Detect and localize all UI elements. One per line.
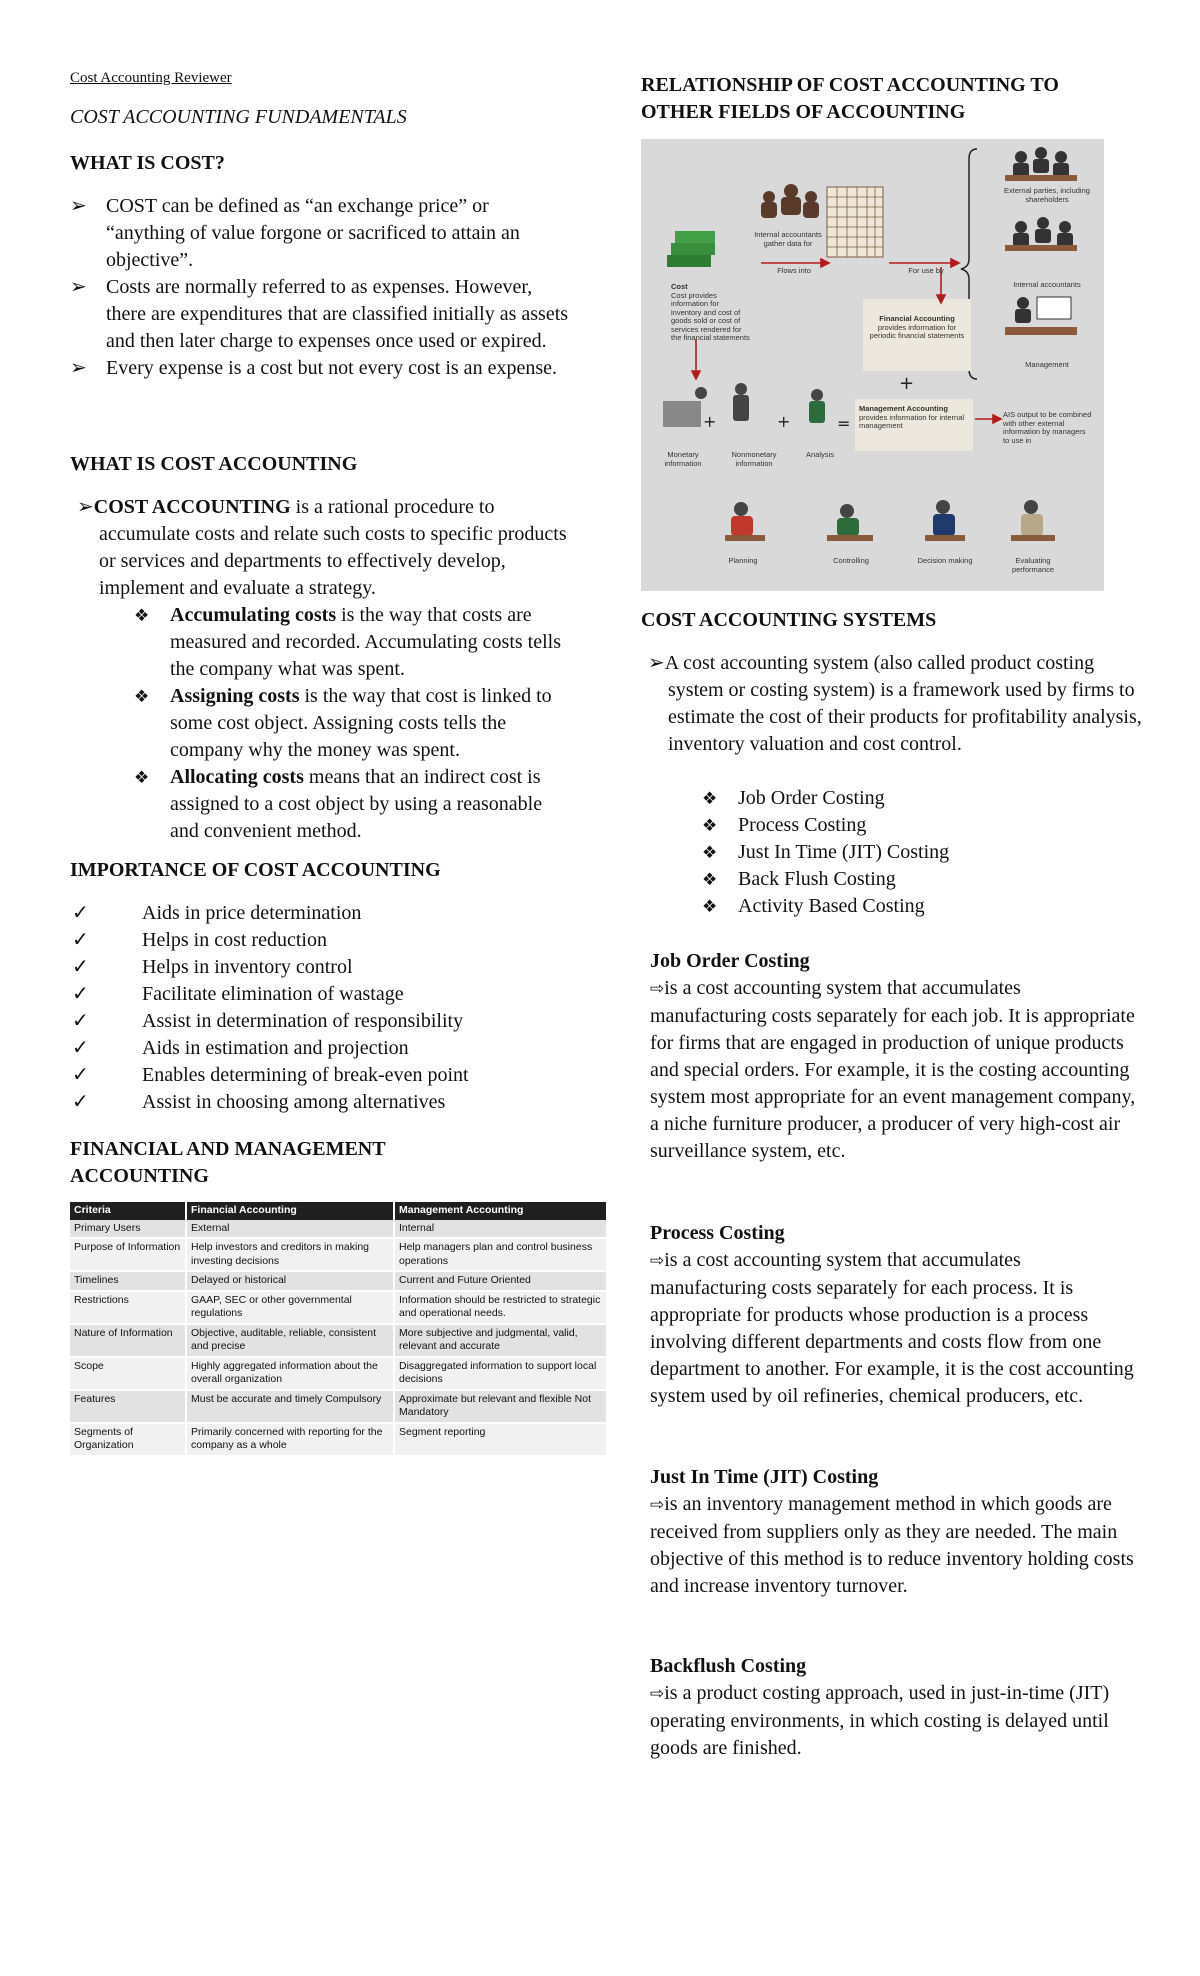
list-item: ❖ Back Flush Costing bbox=[702, 866, 1102, 893]
heading-cost-accounting-systems: COST ACCOUNTING SYSTEMS bbox=[641, 609, 937, 631]
list-item: ✓ Enables determining of break-even point bbox=[70, 1062, 469, 1089]
list-item: ✓ Assist in determination of responsibility bbox=[70, 1008, 469, 1035]
list-item: ➢ COST can be defined as “an exchange price” or “anything of value forgone or sacrificed to attain an objective”. bbox=[70, 195, 520, 271]
check-icon: ✓ bbox=[72, 1037, 89, 1059]
table-row: Timelines Delayed or historical Current and Future Oriented bbox=[70, 1271, 607, 1291]
list-item: ❖ Accumulating costs is the way that costs are measured and recorded. Accumulating costs tells the company what was spent. bbox=[134, 604, 561, 680]
caption-cost-note: Cost Cost provides information for inventory and cost of goods sold or cost of services rendered for the financial statements bbox=[671, 282, 750, 342]
check-icon: ✓ bbox=[72, 1010, 89, 1032]
importance-list bbox=[70, 900, 469, 1116]
check-icon: ✓ bbox=[72, 983, 89, 1005]
table-row: Primary Users External Internal bbox=[70, 1220, 607, 1239]
diamond-bullet-icon: ❖ bbox=[702, 816, 718, 835]
section-backflush-costing: Backflush Costing ⇨is a product costing approach, used in just-in-time (JIT) operating environments, in which costing is delayed until goods are finished. bbox=[650, 1655, 1110, 1759]
table-row: Scope Highly aggregated information about the overall organization Disaggregated information to support local decisions bbox=[70, 1357, 607, 1390]
hollow-arrow-icon: ⇨ bbox=[650, 1495, 665, 1515]
caption-controlling: Controlling bbox=[833, 556, 869, 565]
column-header: Management Accounting bbox=[394, 1202, 607, 1220]
table-row: Purpose of Information Help investors and creditors in making investing decisions Help managers plan and control business operations bbox=[70, 1238, 607, 1271]
cost-accounting-sublist bbox=[134, 602, 574, 845]
list-item: ❖ Activity Based Costing bbox=[702, 893, 1102, 920]
diamond-bullet-icon: ❖ bbox=[702, 870, 718, 889]
hollow-arrow-icon: ⇨ bbox=[650, 1684, 665, 1704]
diamond-bullet-icon: ❖ bbox=[702, 843, 718, 862]
check-icon: ✓ bbox=[72, 929, 89, 951]
check-icon: ✓ bbox=[72, 902, 89, 924]
caption-decision-making: Decision making bbox=[917, 556, 973, 565]
caption-evaluating: Evaluating performance bbox=[1011, 556, 1055, 574]
section-process-costing: Process Costing ⇨is a cost accounting system that accumulates manufacturing costs separately for each process. It is appropriate for products whose production is a process involving different departments and costs flow from one department to another. For example, it is the cost accounting system used by oil refineries, chemical producers, etc. bbox=[650, 1222, 1134, 1407]
list-item: ✓ Aids in estimation and projection bbox=[70, 1035, 469, 1062]
caption-external: External parties, including shareholders bbox=[1004, 186, 1090, 204]
caption-management-accounting: Management Accounting provides information for internal management bbox=[859, 404, 965, 430]
list-item: ➢ Costs are normally referred to as expenses. However, there are expenditures that are classified initially as assets and then later charge to expenses once used or expired. bbox=[70, 276, 569, 352]
svg-text:+: + bbox=[777, 412, 791, 431]
hollow-arrow-icon: ⇨ bbox=[650, 1251, 665, 1271]
check-icon: ✓ bbox=[72, 1064, 89, 1086]
column-header: Criteria bbox=[70, 1202, 186, 1220]
list-item: ✓ Assist in choosing among alternatives bbox=[70, 1089, 469, 1116]
list-item: ❖ Assigning costs is the way that cost is linked to some cost object. Assigning costs tells the company why the money was spent. bbox=[134, 685, 552, 761]
svg-text:+: + bbox=[703, 412, 717, 431]
heading-financial-management: FINANCIAL AND MANAGEMENT ACCOUNTING bbox=[70, 1138, 386, 1187]
list-item: ➢ Every expense is a cost but not every cost is an expense. bbox=[70, 355, 570, 382]
table-row: Nature of Information Objective, auditable, reliable, consistent and precise More subjective and judgmental, valid, relevant and accurate bbox=[70, 1324, 607, 1357]
list-item: ❖ Job Order Costing bbox=[702, 785, 1102, 812]
caption-management: Management bbox=[1025, 360, 1069, 369]
section-jit-costing: Just In Time (JIT) Costing ⇨is an inventory management method in which goods are received from suppliers only as they are needed. The main objective of this method is to reduce inventory holding costs and increase inventory turnover. bbox=[650, 1466, 1134, 1597]
section-job-order: Job Order Costing ⇨is a cost accounting system that accumulates manufacturing costs separately for each job. It is appropriate for firms that are engaged in production of unique products and special orders. For example, it is the costing accounting system most appropriate for an event management company, a niche furniture producer, a producer of very high-cost air surveillance system, etc. bbox=[650, 950, 1136, 1162]
caption-for-use-by: For use by bbox=[908, 266, 944, 275]
document-label: Cost Accounting Reviewer bbox=[70, 70, 232, 86]
svg-text:=: = bbox=[837, 414, 851, 433]
arrow-bullet-icon: ➢ bbox=[70, 357, 87, 379]
caption-ais-output: AIS output to be combined with other external information by managers to use in bbox=[1003, 410, 1092, 445]
list-item: ✓ Facilitate elimination of wastage bbox=[70, 981, 469, 1008]
heading-what-is-cost: WHAT IS COST? bbox=[70, 152, 225, 174]
arrow-bullet-icon: ➢ bbox=[648, 652, 665, 674]
table-row: Restrictions GAAP, SEC or other governmental regulations Information should be restricted to strategic and operational needs. bbox=[70, 1291, 607, 1324]
heading-relationship: RELATIONSHIP OF COST ACCOUNTING TO OTHER FIELDS OF ACCOUNTING bbox=[641, 74, 1059, 123]
table-row: Segments of Organization Primarily concerned with reporting for the company as a whole Segment reporting bbox=[70, 1423, 607, 1456]
diamond-bullet-icon: ❖ bbox=[702, 789, 718, 808]
caption-monetary: Monetary information bbox=[664, 450, 702, 468]
relationship-illustration bbox=[641, 139, 1104, 591]
cost-accounting-definition: ➢COST ACCOUNTING is a rational procedure to accumulate costs and relate such costs to specific products or services and departments to effectively develop, implement and evaluate a strategy. bbox=[77, 496, 567, 599]
table-row: Features Must be accurate and timely Compulsory Approximate but relevant and flexible Not Mandatory bbox=[70, 1390, 607, 1423]
list-item: ✓ Aids in price determination bbox=[70, 900, 469, 927]
list-item: ❖ Process Costing bbox=[702, 812, 1102, 839]
diamond-bullet-icon: ❖ bbox=[134, 687, 150, 706]
list-item: ❖ Allocating costs means that an indirect cost is assigned to a cost object by using a reasonable and convenient method. bbox=[134, 766, 543, 842]
diamond-bullet-icon: ❖ bbox=[134, 606, 150, 625]
list-item: ✓ Helps in inventory control bbox=[70, 954, 469, 981]
caption-financial-accounting: Financial Accounting provides information for periodic financial statements bbox=[869, 314, 965, 340]
heading-what-is-cost-accounting: WHAT IS COST ACCOUNTING bbox=[70, 453, 358, 475]
list-item: ❖ Just In Time (JIT) Costing bbox=[702, 839, 1102, 866]
systems-intro: ➢A cost accounting system (also called product costing system or costing system) is a framework used by firms to estimate the cost of their products for profitability analysis, inventory valuation and cost control. bbox=[648, 652, 1142, 755]
heading-importance: IMPORTANCE OF COST ACCOUNTING bbox=[70, 859, 441, 881]
check-icon: ✓ bbox=[72, 956, 89, 978]
hollow-arrow-icon: ⇨ bbox=[650, 979, 665, 999]
table-header-row bbox=[70, 1202, 607, 1220]
caption-planning: Planning bbox=[728, 556, 758, 565]
caption-analysis: Analysis bbox=[806, 450, 834, 459]
comparison-table bbox=[70, 1202, 608, 1457]
systems-types-list bbox=[702, 785, 1102, 920]
arrow-bullet-icon: ➢ bbox=[70, 276, 87, 298]
diamond-bullet-icon: ❖ bbox=[702, 897, 718, 916]
svg-text:+: + bbox=[899, 373, 915, 394]
arrow-bullet-icon: ➢ bbox=[77, 496, 94, 518]
list-item: ✓ Helps in cost reduction bbox=[70, 927, 469, 954]
what-is-cost-list bbox=[70, 193, 570, 382]
caption-flows-into: Flows into bbox=[777, 266, 811, 275]
column-header: Financial Accounting bbox=[186, 1202, 394, 1220]
check-icon: ✓ bbox=[72, 1091, 89, 1113]
caption-gather: Internal accountants gather data for bbox=[754, 230, 822, 248]
diamond-bullet-icon: ❖ bbox=[134, 768, 150, 787]
document-subtitle: COST ACCOUNTING FUNDAMENTALS bbox=[70, 106, 407, 128]
caption-nonmonetary: Nonmonetary information bbox=[731, 450, 777, 468]
caption-internal-accountants: Internal accountants bbox=[1013, 280, 1081, 289]
arrow-bullet-icon: ➢ bbox=[70, 195, 87, 217]
